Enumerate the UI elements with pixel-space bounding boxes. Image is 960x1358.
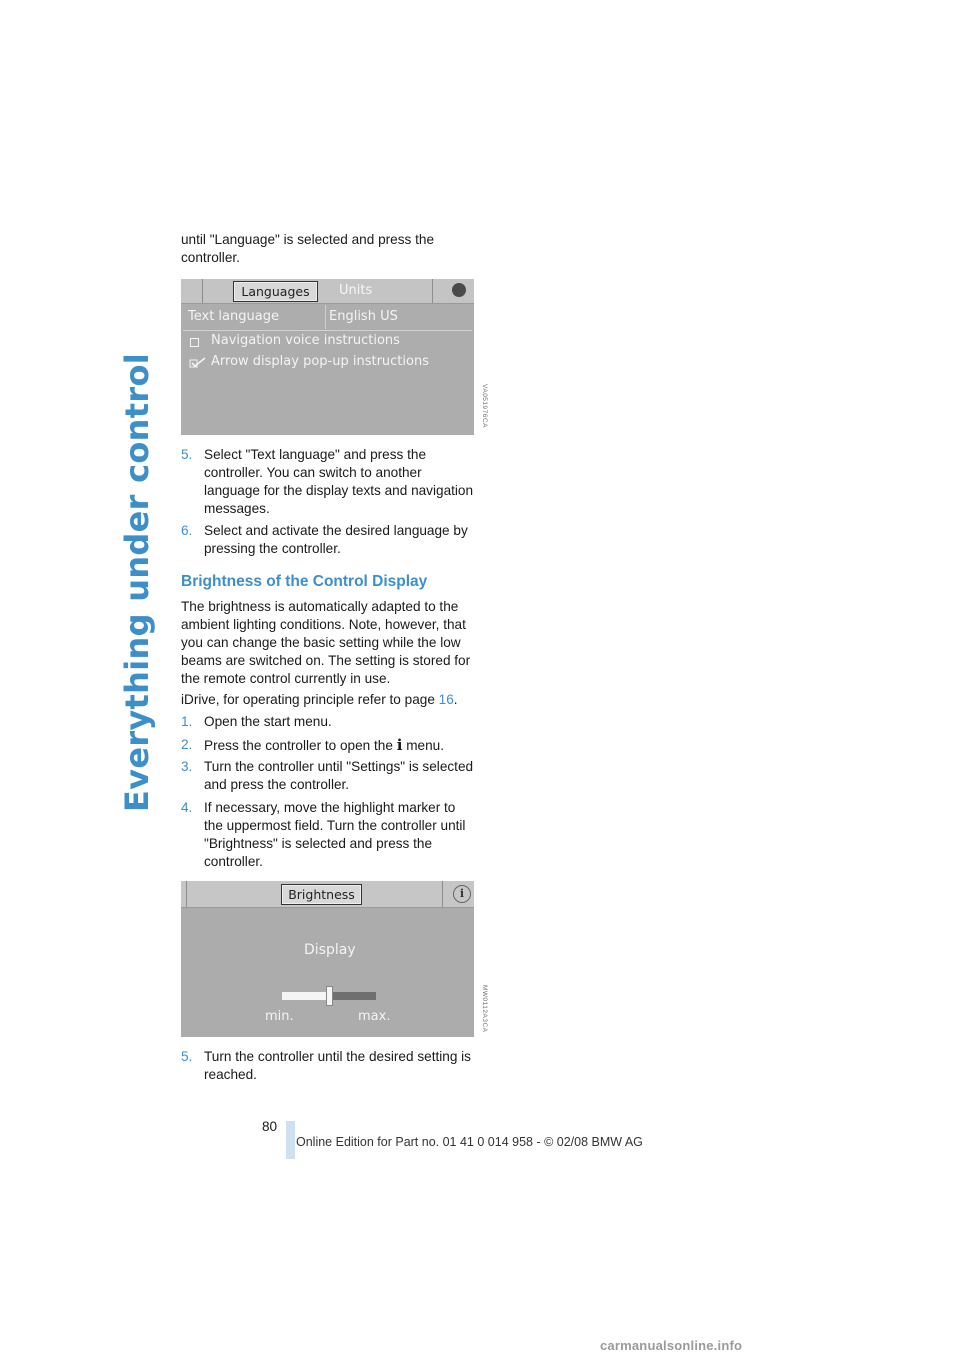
min-label: min. [265,1009,294,1024]
text-language-value: English US [329,309,398,324]
section-heading: Brightness of the Control Display [181,573,428,590]
controller-icon [452,283,466,297]
slider-knob[interactable] [326,986,333,1006]
brightness-slider[interactable] [282,992,376,1000]
edition-note: Online Edition for Part no. 01 41 0 014 958 - © 02/08 BMW AG [296,1135,643,1149]
page-link[interactable]: 16 [438,692,454,707]
footer-accent-bar [286,1121,295,1159]
screen-tab-bar [181,279,474,304]
page-number: 80 [262,1119,278,1134]
tab-brightness[interactable]: Brightness [281,884,362,905]
slider-fill [282,992,329,1000]
option-navigation-voice[interactable]: Navigation voice instructions [211,333,400,348]
watermark: carmanualsonline.info [600,1338,743,1353]
max-label: max. [358,1009,391,1024]
brightness-screen [181,881,474,1037]
checkbox-checked-icon[interactable] [189,356,207,368]
image-code: VA051976CA [481,384,488,428]
text-language-label[interactable]: Text language [188,309,279,324]
checkbox-unchecked-icon[interactable] [190,338,199,347]
languages-screen [181,279,474,435]
option-arrow-display[interactable]: Arrow display pop-up instructions [211,354,429,369]
image-code: MW0112A3CA [481,985,488,1033]
intro-text: until "Language" is selected and press the controller. [181,232,434,265]
idrive-reference: iDrive, for operating principle refer to page 16. [181,692,458,707]
info-button-icon: i [453,885,471,903]
info-icon: i [396,736,403,754]
display-label: Display [304,942,356,958]
tab-units[interactable]: Units [339,283,373,298]
tab-languages[interactable]: Languages [233,281,318,302]
brightness-paragraph: The brightness is automatically adapted to the ambient lighting conditions. Note, however, that you can change the basic setting while the low beams are switched on. The setting is stored for the remote control currently in use. [181,599,471,686]
chapter-side-title: Everything under control [118,353,156,812]
